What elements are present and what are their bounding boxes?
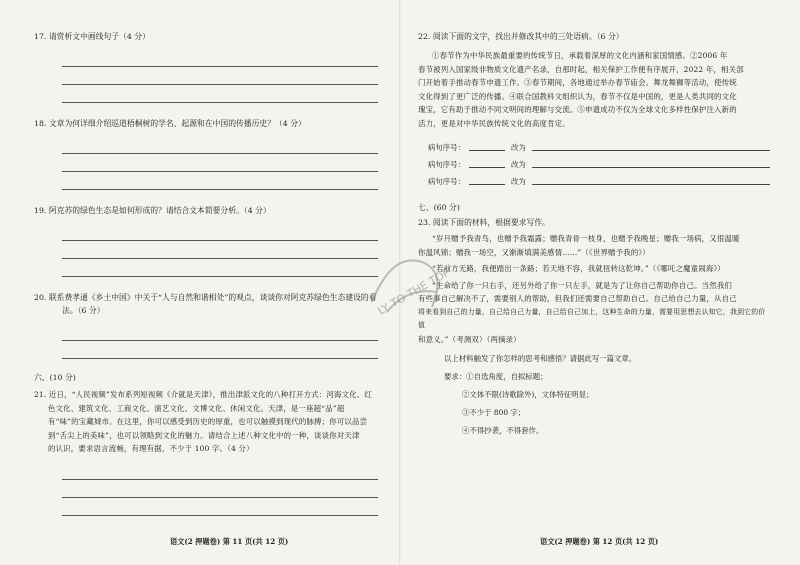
q21-line: 的认识，要求语言流畅，有理有据，不少于 100 字。（4 分） <box>48 444 254 453</box>
answer-line <box>62 259 378 277</box>
question-20-cont: 法。（6 分） <box>62 306 105 315</box>
q21-line: 21. 近日，“人民视频”发布系列短视频《介就是天津》，推出津派文化的八种打开方式：河海文化、红 <box>34 390 372 399</box>
footer-page-12: 语文(2 押题卷) 第 12 页(共 12 页) <box>540 537 659 546</box>
material-line: 和意义。”（考测双）（两摘录） <box>418 334 521 344</box>
requirement-item: ④不得抄袭，不得套作。 <box>462 426 544 435</box>
correction-blank <box>532 184 770 185</box>
fix-row <box>428 153 770 170</box>
material-line: “生命给了你一只右手，还另外给了你一只左手，就是为了让你自己帮助你自己。当然我们 <box>432 280 733 290</box>
fix-row <box>428 170 770 187</box>
answer-lines-19 <box>34 223 386 277</box>
sentence-number-blank <box>469 150 505 151</box>
question-18: 18. 文章为何详细介绍巡道梧桐树的学名、起源和在中国的传播历史？（4 分） <box>34 119 306 128</box>
q22-line: 文化得到了更广泛的传播。④联合国教科文组织认为，春节不仅是中国的，更是人类共同的文化 <box>418 91 737 101</box>
answer-line <box>62 462 378 480</box>
answer-line <box>62 136 378 154</box>
question-17: 17. 请赏析文中画线句子（4 分） <box>34 32 150 41</box>
answer-lines-17 <box>34 49 386 103</box>
footer-page-11: 语文(2 押题卷) 第 11 页(共 12 页) <box>170 537 289 546</box>
material-line: 有些事自己解决不了，需要别人的帮助，但我们还需要自己帮助自己。自己给自己力量，从自己 <box>418 294 737 303</box>
requirement-item: ③不少于 800 字； <box>462 408 526 417</box>
q21-line: 色文化、建筑文化、工商文化、演艺文化、文博文化、休闲文化。天津，是一座超“品”超 <box>48 403 345 413</box>
answer-line <box>62 341 378 359</box>
answer-line <box>62 85 378 103</box>
fix-label: 病句序号： <box>428 177 465 186</box>
answer-line <box>62 223 378 241</box>
right-page <box>400 0 800 565</box>
material-line: “岁月赠予我青鸟，也赠予我霜露；赠我青骨一枝身，也赠予我晚星；赠我一场病，又很温暖 <box>432 234 740 243</box>
answer-line <box>62 172 378 190</box>
section-6-heading: 六、(10 分) <box>34 373 76 382</box>
q21-line: 到“舌尖上的美味”，也可以领略到文化的魅力。请结合上述八种文化中的一种，谈谈你对天津 <box>48 430 360 440</box>
q22-line: 门开始着手推动春节申遗工作。③春节期间，各地通过举办春节庙会、舞龙舞狮等活动，使传统 <box>418 78 737 87</box>
answer-line <box>62 49 378 67</box>
answer-line <box>62 241 378 259</box>
q22-line: 活力，更是对中华民族传统文化的高度肯定。 <box>418 118 570 128</box>
q22-line: ①春节作为中华民族最重要的传统节日，承载着深厚的文化内涵和家国情感。②2006 年 <box>432 51 728 60</box>
requirement-item: ②文体不限(诗歌除外)，文体特征明显； <box>462 390 594 399</box>
requirements-label: 要求：①自选角度，自拟标题； <box>444 372 548 381</box>
answer-lines-18 <box>34 136 386 190</box>
answer-lines-20 <box>34 323 386 359</box>
answer-line <box>62 154 378 172</box>
correction-blank <box>532 167 770 168</box>
answer-line <box>62 498 378 516</box>
question-19: 19. 阿克苏的绿色生态是如何形成的？请结合文本简要分析。（4 分） <box>34 206 271 215</box>
fix-row <box>428 136 770 153</box>
answer-line <box>62 480 378 498</box>
answer-lines-21 <box>34 462 386 516</box>
writing-prompt: 以上材料触发了你怎样的思考和感悟？请据此写一篇文章。 <box>444 354 637 363</box>
question-22: 22. 阅读下面的文字，找出并修改其中的三处语病。（6 分） <box>418 32 624 41</box>
fix-label: 病句序号： <box>428 143 465 152</box>
material-line: “若前方无路，我便踏出一条路；若天地不容，我就扭转这乾坤。”（《哪吒之魔童闹海》） <box>432 264 725 273</box>
q22-line: 瑰宝，它有助于推动不同文明间的理解与交流。⑤申遗成功不仅为全球文化多样性保护注入新的 <box>418 105 737 114</box>
correction-blank <box>532 150 770 151</box>
fix-label: 病句序号： <box>428 160 465 169</box>
material-line: 将来看到自己的力量，自己给自己力量，自己给自己加上，这种生命的力量，需要用思想去认知它，我到它的价值 <box>418 307 766 329</box>
answer-line <box>62 67 378 85</box>
q22-passage <box>418 49 770 130</box>
question-23: 23. 阅读下面的材料，根据要求写作。 <box>418 218 550 227</box>
q22-answer-rows <box>418 136 770 187</box>
answer-line <box>62 323 378 341</box>
fix-change-label: 改为 <box>510 143 526 152</box>
fix-change-label: 改为 <box>510 160 526 169</box>
watermark-text: LY TO THE TOP <box>375 265 453 318</box>
fix-change-label: 改为 <box>510 177 526 186</box>
section-7-heading: 七、(60 分) <box>418 203 460 212</box>
question-20: 20. 联系费孝通《乡土中国》中关于“人与自然和谐相处”的观点，谈谈你对阿克苏绿色生态建设的看 <box>34 293 377 302</box>
question-21 <box>34 388 386 456</box>
sentence-number-blank <box>469 167 505 168</box>
material-line: 你温风锦；赠我一场空，又渐渐填满美感情……”（《世界赠予我的》） <box>418 247 650 257</box>
q23-material <box>418 232 770 346</box>
q21-line: 有“味”的宝藏城市。在这里，你可以感受到历史的厚重，也可以触摸到现代的脉搏；你可以品尝 <box>48 417 368 426</box>
sentence-number-blank <box>469 184 505 185</box>
q22-line: 春节被列入国家级非物质文化遗产名录，自那时起，相关保护工作便有序展开，2022 年，相关部 <box>418 64 744 74</box>
